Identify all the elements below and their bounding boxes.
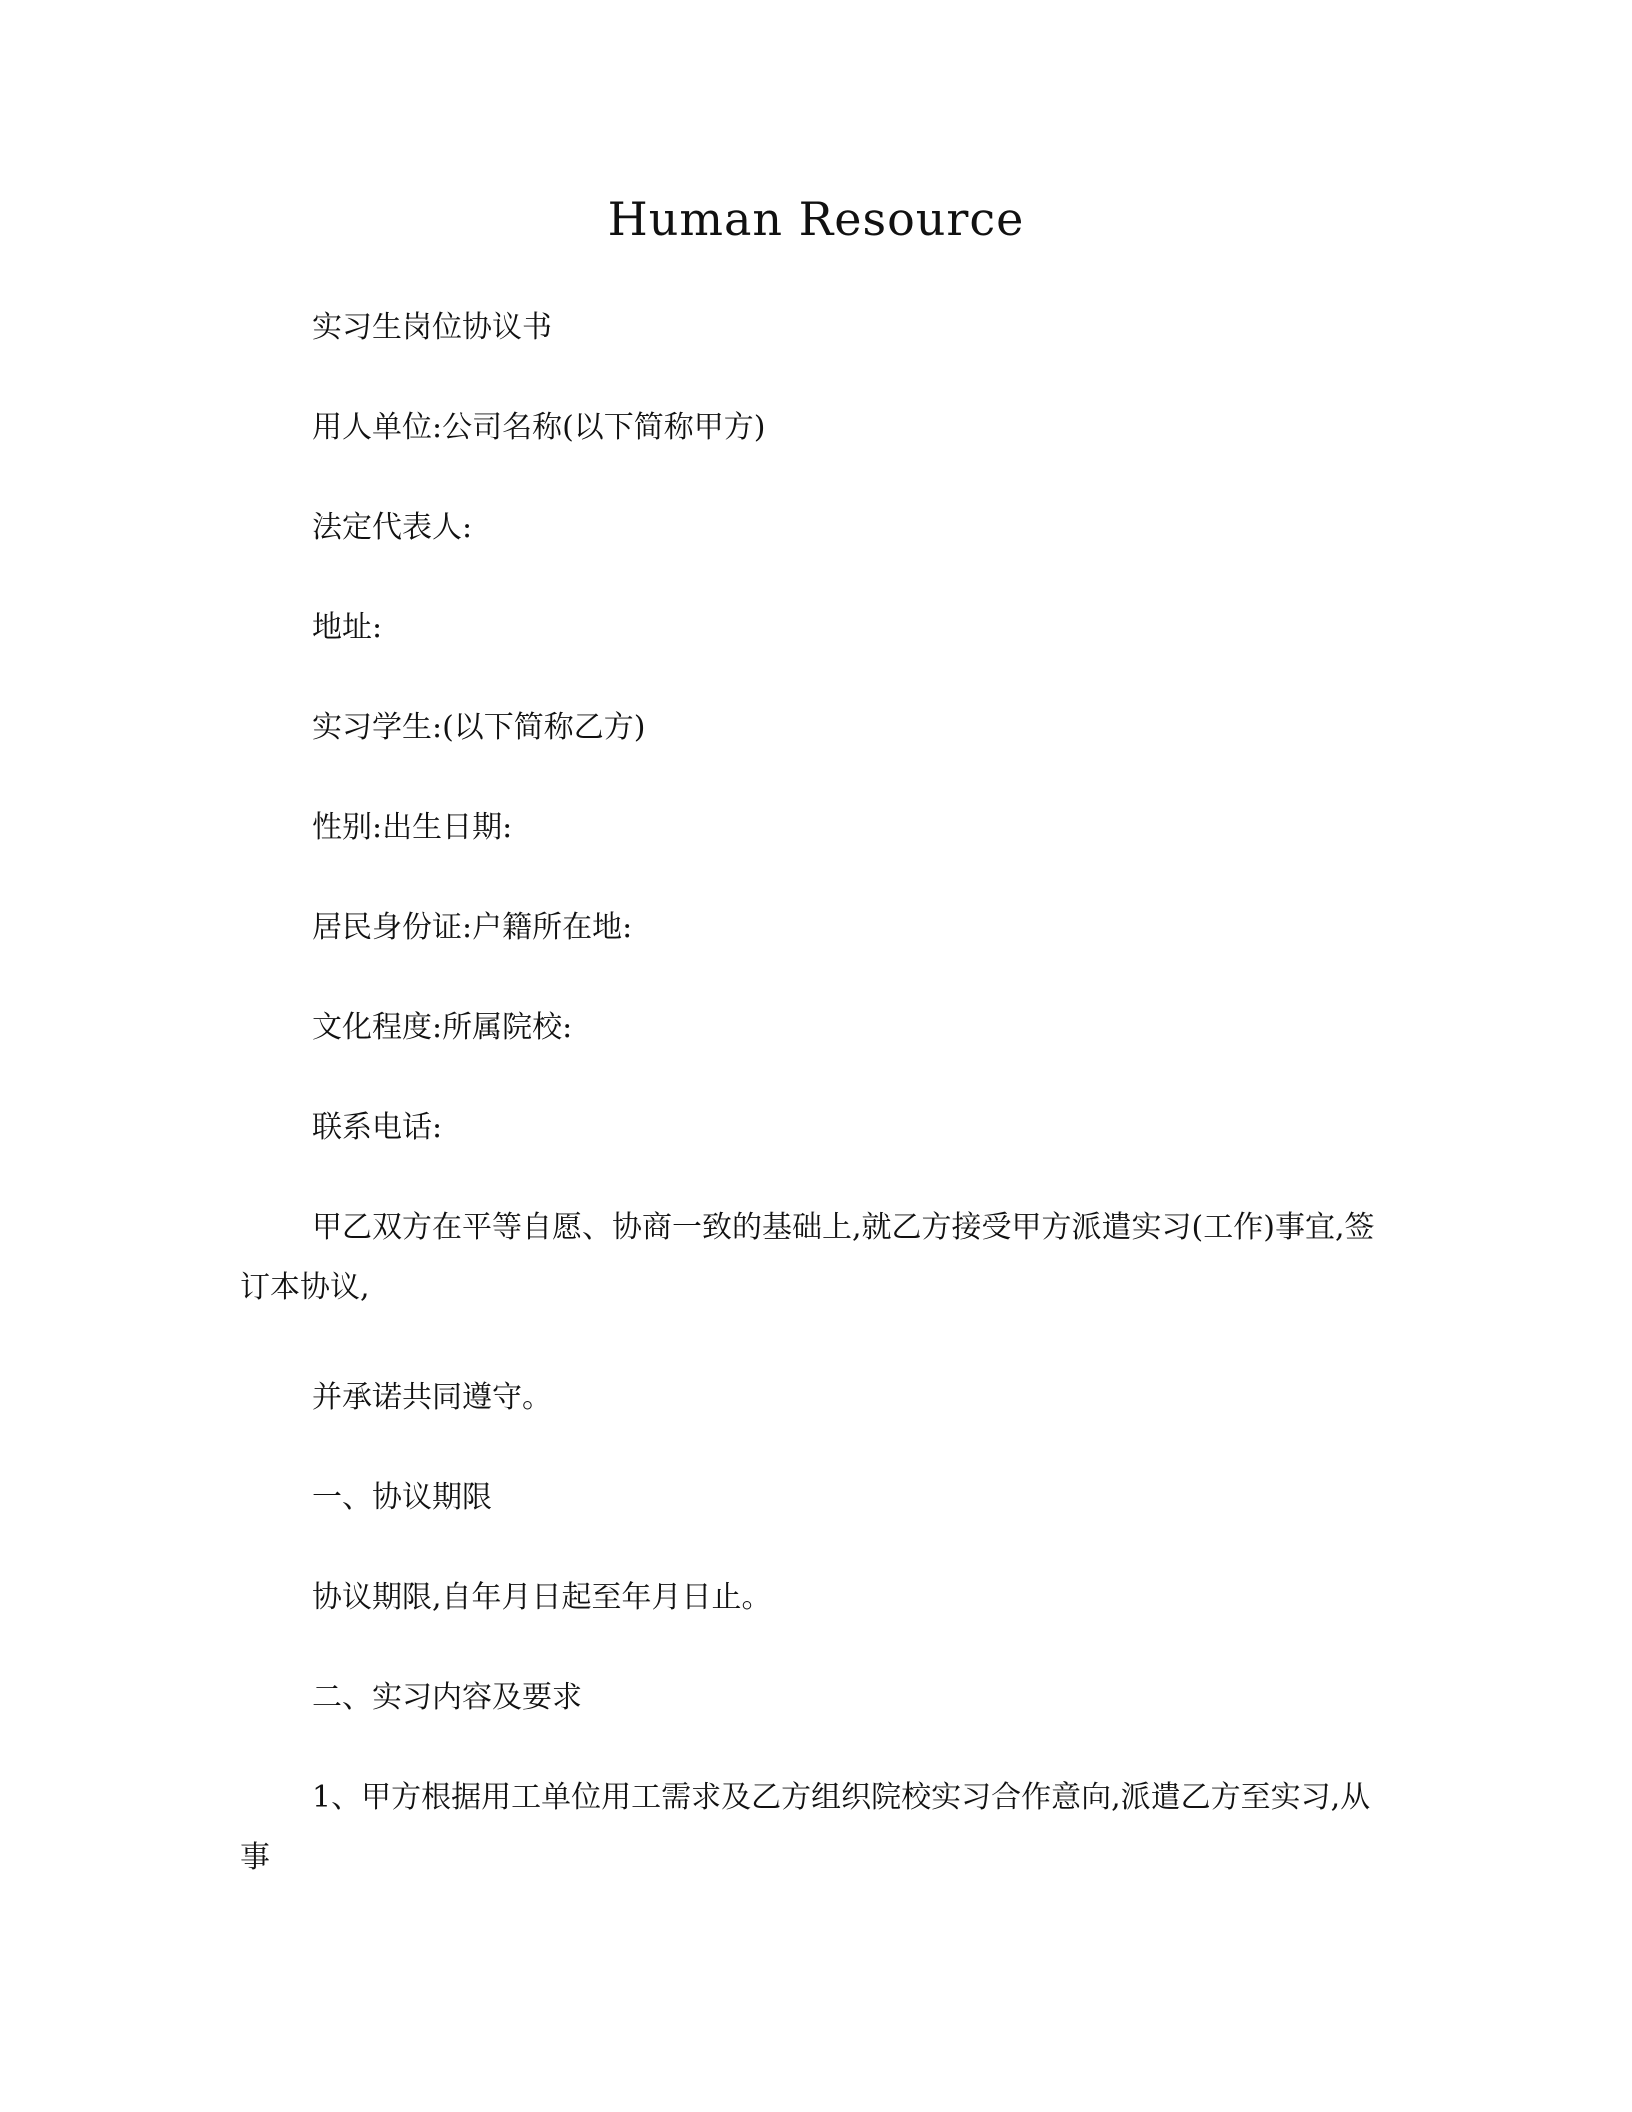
phone-field: 联系电话: [312,1110,443,1145]
education-school-field: 文化程度:所属院校: [312,1010,573,1045]
intro-paragraph: 甲乙双方在平等自愿、协商一致的基础上,就乙方接受甲方派遣实习(工作)事宜,签订本协议, [240,1210,1375,1305]
section-1-heading: 一、协议期限 [312,1480,492,1515]
section-1-text: 协议期限,自年月日起至年月日止。 [312,1580,772,1615]
address-field: 地址: [312,610,383,645]
section-2-item-1: 1、甲方根据用工单位用工需求及乙方组织院校实习合作意向,派遣乙方至实习,从事 [240,1780,1371,1875]
document-title: Human Resource [607,192,1025,246]
agreement-heading: 实习生岗位协议书 [312,310,552,345]
employer-field: 用人单位:公司名称(以下简称甲方) [312,410,766,445]
gender-birthdate-field: 性别:出生日期: [312,810,513,845]
legal-representative-field: 法定代表人: [312,510,473,545]
intro-continuation: 并承诺共同遵守。 [312,1380,552,1415]
section-2-heading: 二、实习内容及要求 [312,1680,582,1715]
id-household-field: 居民身份证:户籍所在地: [312,910,633,945]
student-field: 实习学生:(以下简称乙方) [312,710,646,745]
